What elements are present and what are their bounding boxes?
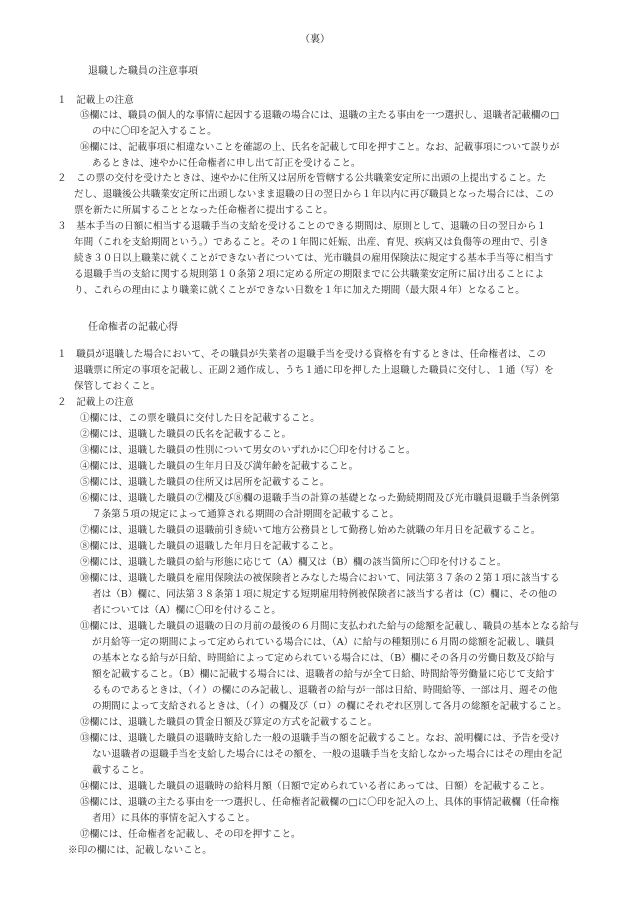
text-line: 者用）に具体的事情を記入すること。 [92,813,256,824]
text-line: が月給等一定の期間によって定められている場合には、（A）に給与の種類別に６月間の総額を記載し、職員 [92,637,555,648]
text-line: の中に〇印を記入すること。 [92,126,217,137]
text-line: ⑬欄には、退職した職員の退職時支給した一般の退職手当の額を記載すること。なお、説明欄には、予告を受け [80,733,560,744]
text-line: ⑨欄には、退職した職員の給与形態に応じて（A）欄又は（B）欄の該当箇所に〇印を付けること。 [80,557,507,568]
text-line: 額を記載すること。（B）欄に記載する場合には、退職者の給与が全て日給、時間給等労働量に応じて支給す [92,669,555,680]
text-line: 保管しておくこと。 [74,381,161,392]
section-title-retired-employee-notes: 退職した職員の注意事項 [88,66,198,77]
text-line: 年間（これを支給期間という。）であること。その１年間に妊娠、出産、育児、疾病又は負傷等の理由で、引き [74,237,549,248]
text-line: 続き３０日以上職業に就くことができない者については、光市職員の雇用保険法に規定する基本手当等に相当す [74,253,554,264]
text-line: ない退職者の退職手当を支給した場合にはその額を、一般の退職手当を支給しなかった場合にはその理由を記 [92,749,563,760]
text-line: ⑫欄には、退職した職員の賃金日額及び算定の方式を記載すること。 [80,717,378,728]
text-line: 票を新たに所属することとなった任命権者に提出すること。 [74,205,334,216]
text-line: だし、退職後公共職業安定所に出頭しないまま退職の日の翌日から１年以内に再び職員となった場合には、この [74,189,554,200]
text-line: ７条第５項の規定によって通算される期間の合計期間を記載すること。 [92,509,399,520]
text-line: る退職手当の支給に関する規則第１０条第２項に定める所定の期限までに公共職業安定所に届け出ることによ [74,269,545,280]
text-line: るものであるときは、（イ）の欄にのみ記載し、退職者の給与が一部は日給、時間給等、一部は月、週その他 [92,685,558,696]
text-line: ①欄には、この票を職員に交付した日を記載すること。 [80,413,320,424]
text-line: ２ この票の交付を受けたときは、速やかに住所又は居所を管轄する公共職業安定所に出頭の上提出すること。た [57,173,547,184]
text-line: ⑮欄には、退職の主たる事由を一つ選択し、任命権者記載欄の□に〇印を記入の上、具体的事情記載欄（任命権 [80,797,560,808]
text-line: 者は（B）欄に、同法第３８条第１項に規定する短期雇用特例被保険者に該当する者は（C）欄に、その他の [92,589,558,600]
text-line: ⑰欄には、任命権者を記載し、その印を押すこと。 [80,829,301,840]
text-line: ⑮欄には、職員の個人的な事情に起因する退職の場合には、退職の主たる事由を一つ選択し、退職者記載欄の□ [80,110,560,121]
text-line: り、これらの理由により職業に就くことができない日数を１年に加えた期間（最大限４年）となること。 [74,285,525,296]
text-line: 載すること。 [92,765,150,776]
text-line: 退職票に所定の事項を記載し、正副２通作成し、うち１通に印を押した上退職した職員に交付し、１通（写）を [74,365,554,376]
page-header: （裏） [300,34,330,45]
text-line: あるときは、速やかに任命権者に申し出て訂正を受けること。 [92,158,361,169]
text-line: ⑯欄には、記載事項に相違ないことを確認の上、氏名を記載して印を押すこと。なお、記載事項について誤りが [80,142,560,153]
text-line: ④欄には、退職した職員の生年月日及び満年齢を記載すること。 [80,461,359,472]
text-line: ⑪欄には、退職した職員の退職の日の月前の最後の６月間に支払われた給与の総額を記載し、職員の基本となる給与 [80,621,579,632]
text-line: の期間によって支給されるときは、（イ）の欄及び（ロ）の欄にそれぞれ区別して各月の総額を記載すること。 [92,701,567,712]
text-line: ⑭欄には、退職した職員の退職時の給料月額（日額で定められている者にあっては、日額）を記載すること。 [80,781,550,792]
text-line: １ 記載上の注意 [57,95,134,106]
text-line: ③欄には、退職した職員の性別について男女のいずれかに〇印を付けること。 [80,445,416,456]
text-line: ⑧欄には、退職した職員の退職した年月日を記載すること。 [80,541,340,552]
text-line: ⑦欄には、退職した職員の退職前引き続いて地方公務員として勤務し始めた就職の年月日を記載すること。 [80,525,541,536]
text-line: ②欄には、退職した職員の氏名を記載すること。 [80,429,292,440]
text-line: の基本となる給与が日給、時間給によって定められている場合には、（B）欄にその各月の労働日数及び給与 [92,653,555,664]
text-line: 者については（A）欄に〇印を付けること。 [92,605,282,616]
text-line: ２ 記載上の注意 [57,397,134,408]
text-line: ⑥欄には、退職した職員の⑦欄及び⑧欄の退職手当の計算の基礎となった勤続期間及び光市職員退職手当条例第 [80,493,560,504]
text-line: ※印の欄には、記載しないこと。 [68,845,212,856]
text-line: ⑤欄には、退職した職員の住所又は居所を記載すること。 [80,477,330,488]
text-line: ３ 基本手当の日額に相当する退職手当の支給を受けることのできる期間は、原則として、退職の日の翌日から１ [57,221,547,232]
section-title-appointing-authority-guide: 任命権者の記載心得 [88,322,178,333]
text-line: ⑩欄には、退職した職員を雇用保険法の被保険者とみなした場合において、同法第３７条の２第１項に該当する [80,573,560,584]
text-line: １ 職員が退職した場合において、その職員が失業者の退職手当を受ける資格を有するときは、任命権者は、この [57,349,547,360]
